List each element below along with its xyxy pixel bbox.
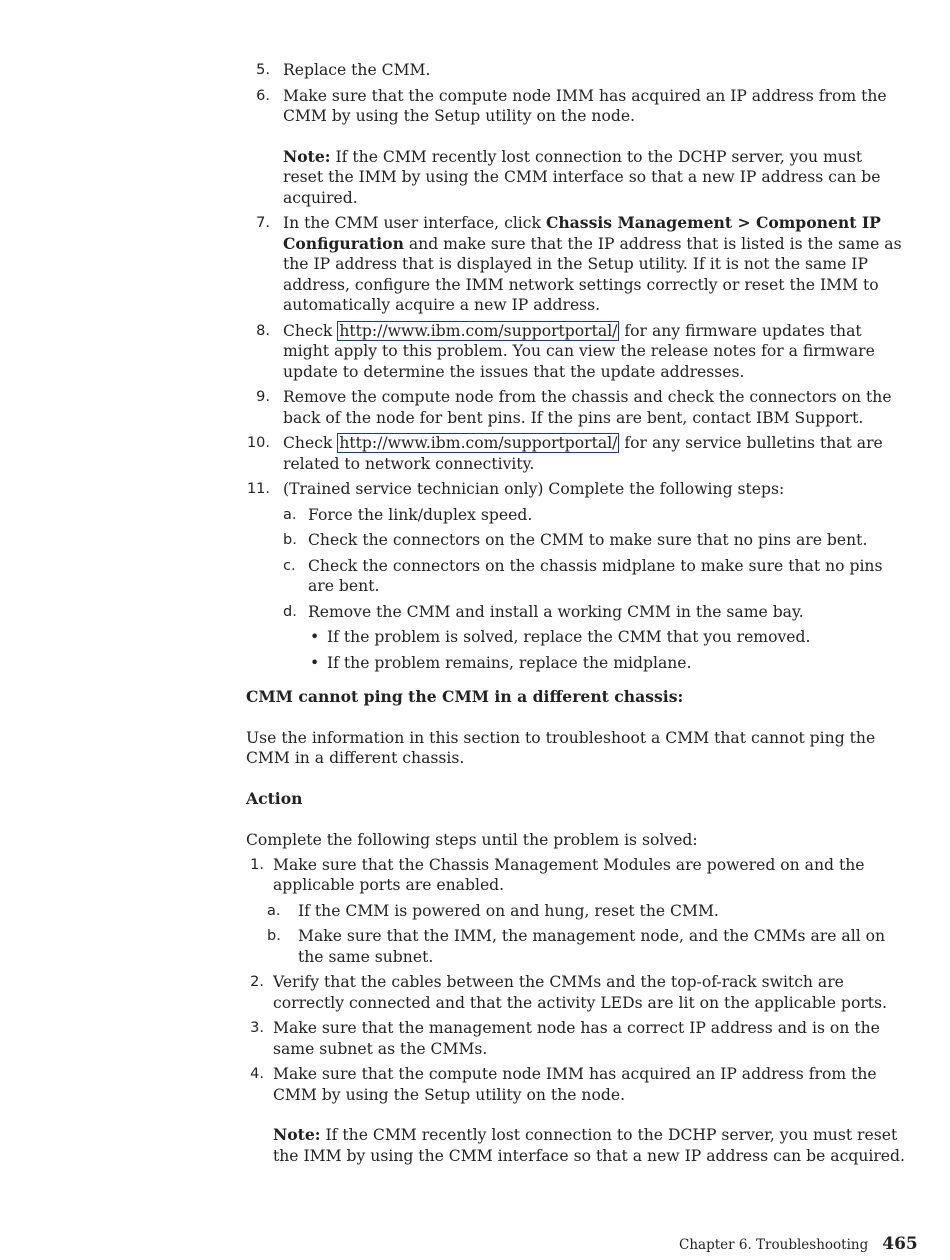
step-number: 7. (256, 215, 270, 231)
substep-c (283, 556, 906, 597)
substep-b (283, 530, 906, 551)
note (283, 147, 906, 209)
step-text: Remove the compute node from the chassis and check the connectors on the back of the node for bent pins. If the pins are bent, contact IBM Support. (283, 388, 892, 427)
substep-list (267, 901, 906, 968)
substep-a (267, 901, 906, 922)
step-number: 11. (246, 481, 270, 497)
note-text: If the CMM recently lost connection to the DCHP server, you must reset the IMM by using the CMM interface so that a new IP address can be acquired. (273, 1126, 905, 1165)
step-text-post: for any service bulletins that are related to network connectivity. (283, 434, 883, 473)
step-8 (246, 321, 906, 383)
step-number: 2. (250, 974, 264, 990)
step-11 (246, 479, 906, 673)
chapter-title: Chapter 6. Troubleshooting (679, 1237, 869, 1253)
step-text: Verify that the cables between the CMMs and the top-of-rack switch are correctly connected and that the activity LEDs are lit on the applicable ports. (273, 973, 888, 1012)
step-text-pre: Check (283, 321, 338, 340)
section-heading: CMM cannot ping the CMM in a different chassis: (246, 687, 684, 706)
substep-letter: c. (283, 557, 296, 574)
note-label: Note: (283, 146, 331, 166)
substep-letter: a. (283, 506, 297, 523)
bullet-icon: • (310, 628, 320, 646)
note-label: Note: (273, 1125, 321, 1144)
substep-letter: b. (283, 532, 297, 548)
bullet-item (308, 627, 906, 648)
substep-letter: d. (283, 603, 297, 620)
step-text: Make sure that the Chassis Management Modules are powered on and the applicable ports are enabled. (273, 855, 865, 894)
substep-d (283, 602, 906, 674)
substep-text: If the CMM is powered on and hung, reset the CMM. (298, 901, 719, 920)
bullet-icon: • (310, 653, 320, 672)
ui-path: Chassis Management > Component IP Configuration (283, 213, 881, 253)
action-step-1 (246, 855, 906, 968)
step-number: 5. (256, 62, 270, 78)
note-text: If the CMM recently lost connection to the DCHP server, you must reset the IMM by using the CMM interface so that a new IP address can be acquired. (283, 147, 881, 207)
step-5 (246, 60, 906, 81)
bullet-text: If the problem remains, replace the midplane. (327, 653, 692, 672)
step-number: 4. (250, 1066, 264, 1082)
step-number: 9. (256, 389, 270, 405)
section-intro: Use the information in this section to troubleshoot a CMM that cannot ping the CMM in a different chassis. (246, 728, 876, 767)
step-number: 6. (256, 87, 270, 104)
step-text: Make sure that the management node has a correct IP address and is on the same subnet as the CMMs. (273, 1019, 880, 1058)
step-number: 10. (246, 435, 270, 451)
substep-list (283, 505, 906, 674)
support-portal-link[interactable]: http://www.ibm.com/supportportal/ (339, 434, 618, 452)
step-7 (246, 213, 906, 316)
step-10 (246, 433, 906, 474)
step-text: Make sure that the compute node IMM has acquired an IP address from the CMM by using the Setup utility on the node. (283, 86, 887, 125)
substep-b (267, 926, 906, 967)
substep-a (283, 505, 906, 526)
step-6 (246, 86, 906, 209)
bullet-item (308, 653, 906, 674)
substep-text: Check the connectors on the chassis midplane to make sure that no pins are bent. (308, 556, 883, 595)
step-number: 3. (250, 1020, 264, 1036)
step-9 (246, 387, 906, 428)
step-text: (Trained service technician only) Complete the following steps: (283, 480, 785, 498)
step-text-pre: Check (283, 434, 338, 452)
action-step-4 (246, 1064, 906, 1166)
step-text-post: and make sure that the IP address that is listed is the same as the IP address that is displayed in the Setup utility. If it is not the same IP address, configure the IMM network settings correctly or reset the IMM to automatically acquire a new IP address. (283, 234, 902, 314)
substep-text: Check the connectors on the CMM to make sure that no pins are bent. (308, 531, 868, 549)
step-list-top (246, 60, 906, 673)
substep-letter: b. (267, 928, 281, 944)
substep-letter: a. (267, 902, 281, 919)
page-content (246, 60, 906, 1171)
support-portal-link[interactable]: http://www.ibm.com/supportportal/ (339, 321, 618, 340)
step-text-post: for any firmware updates that might apply to this problem. You can view the release notes for a firmware update to determine the issues that the update addresses. (283, 321, 875, 381)
bullet-text: If the problem is solved, replace the CMM that you removed. (327, 628, 811, 646)
substep-text: Make sure that the IMM, the management node, and the CMMs are all on the same subnet. (298, 927, 886, 966)
page-number: 465 (882, 1234, 918, 1254)
page-footer (679, 1234, 918, 1254)
step-text-pre: In the CMM user interface, click (283, 214, 546, 232)
action-step-3 (246, 1018, 906, 1059)
step-text: Make sure that the compute node IMM has acquired an IP address from the CMM by using the Setup utility on the node. (273, 1065, 877, 1104)
action-step-2 (246, 972, 906, 1013)
action-intro: Complete the following steps until the problem is solved: (246, 831, 698, 849)
note (273, 1125, 906, 1166)
substep-text: Force the link/duplex speed. (308, 505, 533, 524)
action-heading: Action (246, 788, 303, 808)
step-text: Replace the CMM. (283, 61, 431, 79)
bullet-list (308, 627, 906, 673)
step-number: 8. (256, 322, 270, 339)
step-list-action (246, 855, 906, 1167)
substep-text: Remove the CMM and install a working CMM in the same bay. (308, 602, 804, 621)
step-number: 1. (250, 856, 264, 873)
